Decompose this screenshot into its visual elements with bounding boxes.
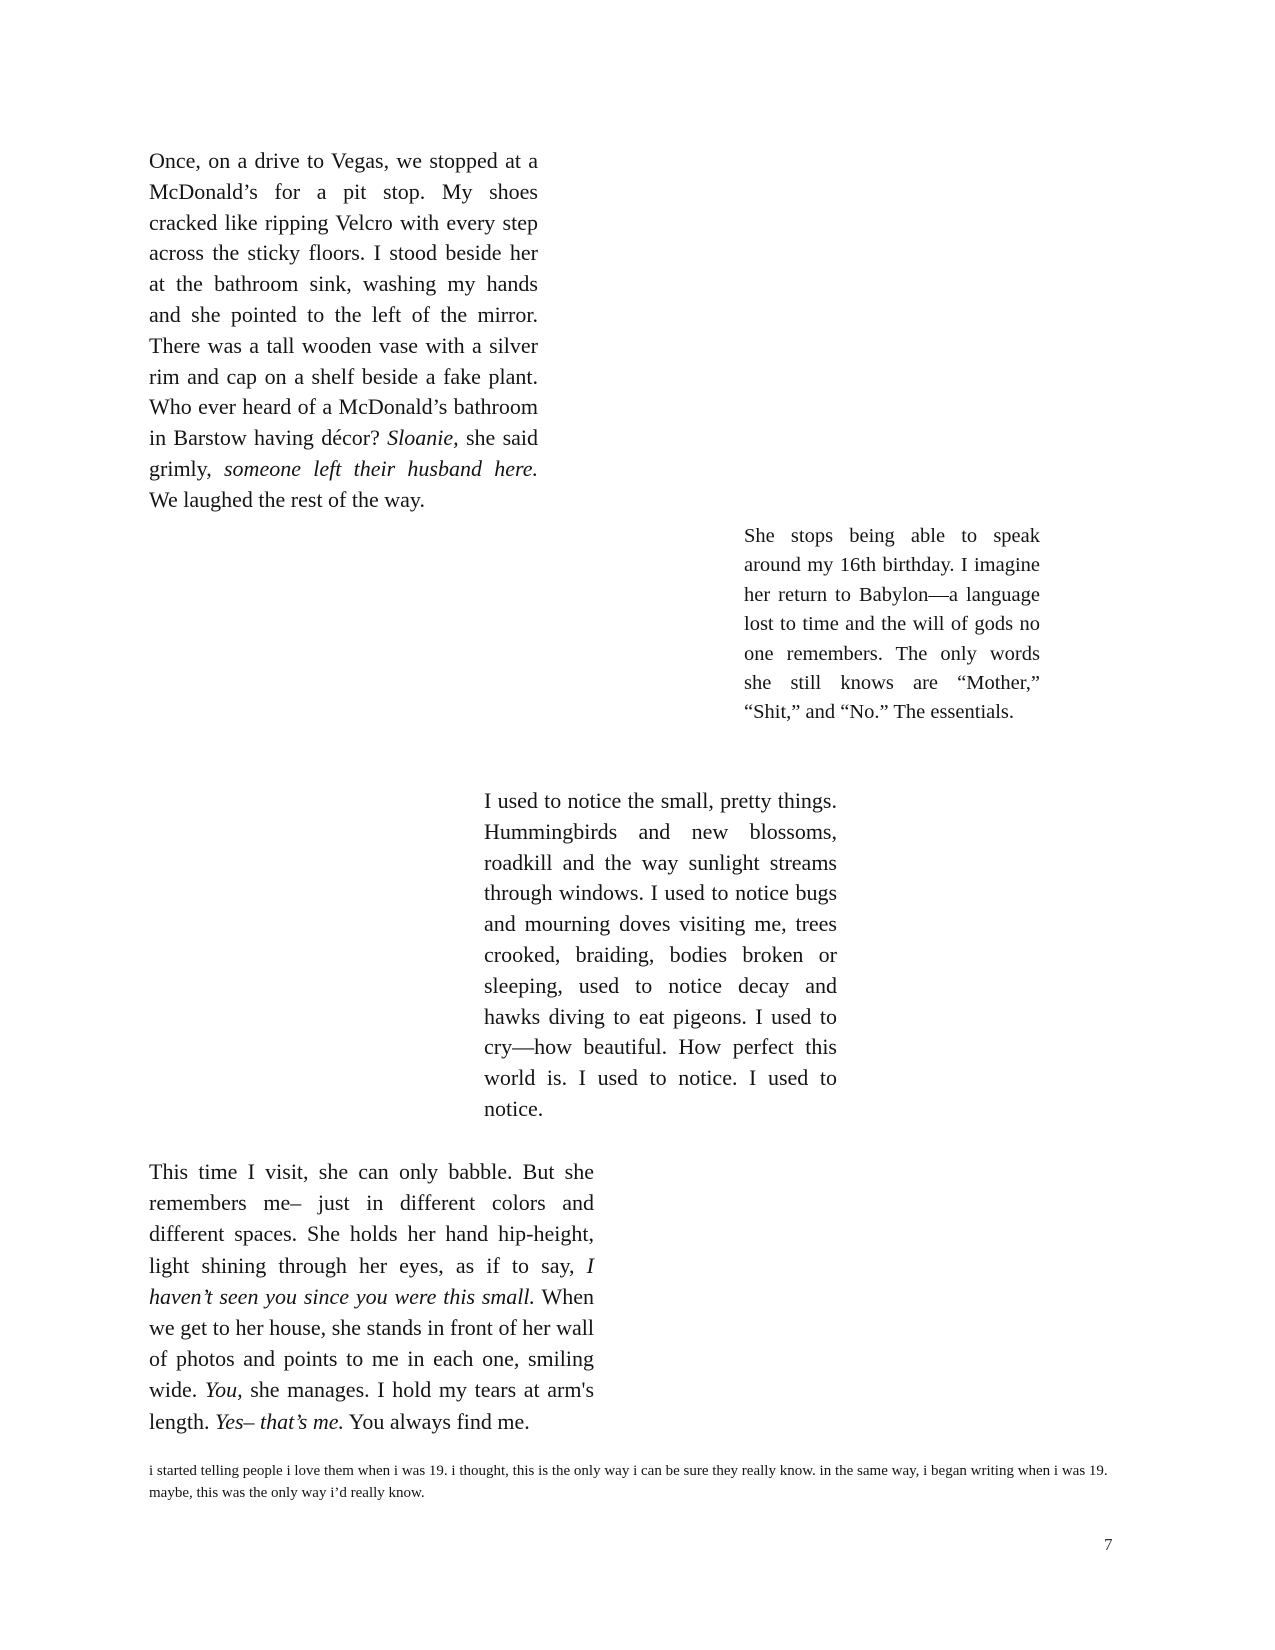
paragraph-text: When we get to her house, she stands in front of her wall of photos and points to me in each one, smiling wide. [149,1283,594,1403]
paragraph-text: she manages. I hold my tears at arm's length. [149,1377,595,1434]
italic-text: I haven’t seen you since you were this small. [149,1252,594,1309]
paragraph-vegas [149,146,538,516]
footnote: i started telling people i love them when i was 19. i thought, this is the only way i can be sure they really know. in the same way, i began writing when i was 19. maybe, this was the only way i’d really know. [149,1463,1108,1501]
paragraph-text: You always find me. [343,1408,530,1434]
paragraph-text: This time I visit, she can only babble. But she remembers me– just in different colors and different spaces. She holds her hand hip-height, light shining through her eyes, as if to say, [149,1159,594,1278]
paragraph-birthday: She stops being able to speak around my 16th birthday. I imagine her return to Babylon—a language lost to time and the will of gods no one remembers. The only words she still knows are “Mother,” “Shit,” and “No.” The essentials. [744,525,1040,724]
italic-text: You, [204,1377,243,1403]
page-number: 7 [1104,1535,1113,1554]
paragraph-text: she said grimly, [149,425,539,481]
paragraph-text: We laughed the rest of the way. [149,486,425,512]
italic-text: someone left their husband here. [224,455,539,481]
italic-text: Yes– that’s me. [215,1408,344,1434]
paragraph-notice: I used to notice the small, pretty things. Hummingbirds and new blossoms, roadkill and the way sunlight streams through windows. I used to notice bugs and mourning doves visiting me, trees crooked, braiding, bodies broken or sleeping, used to notice decay and hawks diving to eat pigeons. I used to cry—how beautiful. How perfect this world is. I used to notice. I used to notice. [484,788,837,1121]
italic-text: Sloanie, [387,425,459,451]
paragraph-text: Once, on a drive to Vegas, we stopped at a McDonald’s for a pit stop. My shoes cracked like ripping Velcro with every step across the sticky floors. I stood beside her at the bathroom sink, washing my hands and she pointed to the left of the mirror. There was a tall wooden vase with a silver rim and cap on a shelf beside a fake plant. Who ever heard of a McDonald’s bathroom in Barstow having décor? [149,148,538,451]
paragraph-visit [149,1156,594,1437]
